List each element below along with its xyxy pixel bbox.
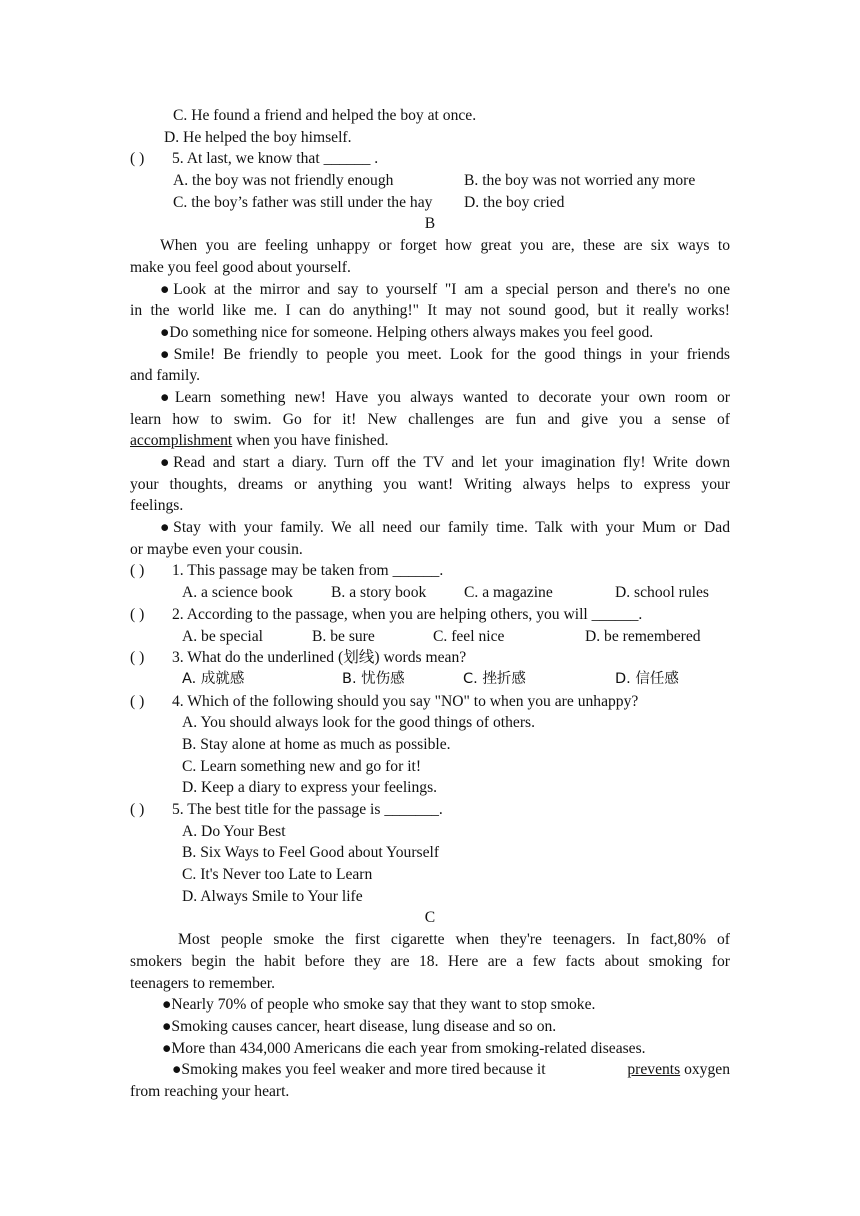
line-text: oxygen [680, 1061, 730, 1079]
option-c: C. a magazine [464, 584, 553, 602]
option-c: C. feel nice [433, 627, 505, 645]
fact-line [130, 1059, 730, 1081]
option-d: D. He helped the boy himself. [164, 128, 352, 146]
answer-blank: ( ) [130, 649, 145, 667]
options-row [130, 582, 730, 604]
answer-blank: ( ) [130, 150, 145, 168]
bullet-line: ●Look at the mirror and say to yourself "I am a special person and there's no one [160, 280, 730, 298]
question-text: 2. According to the passage, when you are helping others, you will ______. [172, 605, 643, 623]
option-c: C. It's Never too Late to Learn [182, 866, 373, 884]
options-row [130, 170, 730, 192]
fact-line: from reaching your heart. [130, 1082, 290, 1100]
underlined-word: accomplishment [130, 432, 233, 450]
document-page [130, 105, 730, 1103]
section-heading-b: B [424, 215, 436, 233]
bullet-line: ●Do something nice for someone. Helping others always makes you feel good. [160, 323, 654, 341]
options-row [130, 192, 730, 214]
option-b: B. Six Ways to Feel Good about Yourself [182, 844, 440, 862]
answer-blank: ( ) [130, 801, 145, 818]
question-2 [130, 604, 730, 626]
bullet-line: or maybe even your cousin. [130, 540, 303, 558]
option-a: A. be special [182, 627, 263, 645]
option-b: B. the boy was not worried any more [464, 172, 696, 190]
question-text: 3. What do the underlined (划线) words mean? [172, 649, 467, 667]
option-d: D. school rules [615, 584, 709, 602]
answer-blank: ( ) [130, 692, 145, 710]
options-row [130, 669, 730, 691]
option-d: D. 信任感 [615, 670, 679, 687]
option-b: B. a story book [331, 584, 427, 602]
bullet-line: ●Read and start a diary. Turn off the TV and let your imagination fly! Write down [160, 454, 730, 471]
paragraph-line: teenagers to remember. [130, 974, 276, 992]
option-c: C. Learn something new and go for it! [182, 757, 422, 775]
option-c: C. the boy’s father was still under the hay [173, 193, 433, 211]
bullet-line: your thoughts, dreams or anything you want! Writing always helps to express your [130, 475, 730, 493]
fact-line: ●Smoking causes cancer, heart disease, lung disease and so on. [162, 1017, 557, 1035]
option-b: B. Stay alone at home as much as possible. [182, 735, 451, 753]
option-a: A. You should always look for the good things of others. [182, 714, 536, 732]
option-d: D. Always Smile to Your life [182, 887, 363, 905]
bullet-line: in the world like me. I can do anything!" It may not sound good, but it really works! [130, 302, 730, 320]
paragraph-line: Most people smoke the first cigarette when they're teenagers. In fact,80% of [178, 931, 730, 949]
bullet-line: learn how to swim. Go for it! New challenges are fun and give you a sense of [130, 410, 730, 428]
fact-line: ●Nearly 70% of people who smoke say that they want to stop smoke. [162, 996, 596, 1014]
underlined-word: prevents [627, 1061, 681, 1079]
section-heading-c: C [424, 909, 436, 927]
option-d: D. Keep a diary to express your feelings. [182, 779, 438, 797]
paragraph-line: When you are feeling unhappy or forget how great you are, these are six ways to [160, 237, 730, 255]
question-4 [130, 691, 730, 713]
question-text: 5. The best title for the passage is _______. [172, 801, 443, 818]
paragraph-line: smokers begin the habit before they are 18. Here are a few facts about smoking for [130, 952, 730, 970]
option-d: D. be remembered [585, 627, 701, 645]
options-row [130, 626, 730, 648]
question-1 [130, 560, 730, 582]
line-text: when you have finished. [232, 432, 389, 450]
bullet-line: feelings. [130, 497, 184, 515]
bullet-line: and family. [130, 367, 201, 385]
question-5-a [130, 148, 730, 170]
option-a: A. a science book [182, 584, 293, 602]
bullet-line [130, 430, 730, 452]
fact-line: ●More than 434,000 Americans die each year from smoking-related diseases. [162, 1039, 646, 1057]
question-text: 5. At last, we know that ______ . [172, 150, 379, 168]
line-tail [627, 1059, 730, 1081]
paragraph-line: make you feel good about yourself. [130, 258, 351, 276]
option-a: A. Do Your Best [182, 822, 286, 840]
question-5-b [130, 799, 730, 821]
option-d: D. the boy cried [464, 193, 565, 211]
line-text: ●Smoking makes you feel weaker and more tired because it [172, 1061, 546, 1079]
bullet-line: ●Smile! Be friendly to people you meet. Look for the good things in your friends [160, 345, 730, 363]
option-b: B. be sure [312, 627, 375, 645]
bullet-line: ●Stay with your family. We all need our family time. Talk with your Mum or Dad [160, 519, 730, 537]
question-3 [130, 647, 730, 669]
option-c: C. He found a friend and helped the boy at once. [173, 107, 477, 124]
answer-blank: ( ) [130, 562, 145, 580]
question-text: 1. This passage may be taken from ______. [172, 562, 444, 580]
question-text: 4. Which of the following should you say "NO" to when you are unhappy? [172, 692, 639, 710]
option-b: B. 忧伤感 [342, 670, 405, 687]
option-a: A. 成就感 [182, 670, 245, 687]
bullet-line: ●Learn something new! Have you always wanted to decorate your own room or [160, 388, 730, 406]
answer-blank: ( ) [130, 605, 145, 623]
option-a: A. the boy was not friendly enough [173, 172, 394, 190]
option-c: C. 挫折感 [463, 670, 526, 687]
